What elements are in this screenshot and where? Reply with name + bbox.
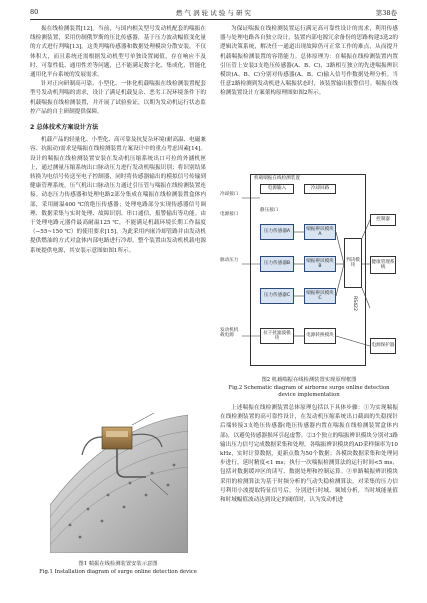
figure-2-caption bbox=[220, 377, 398, 400]
volume-label: 第38卷 bbox=[375, 9, 397, 17]
power-conversion-module: 电源转换模块 bbox=[304, 328, 336, 344]
right-column-top bbox=[220, 25, 398, 99]
right-paragraph-1: 为保证喘振在线检测装置运行满足高可靠性设计的需求，利用传感器与处理电路各自独立设计，装置内部电源冗余备份的思路构建3选2的逻辑决策系统，解决任一通道出现故障仍可正常工作的难点，从而提升机载喘振检测装置的容错能力。总体原理为：在喘振在线检测装置内置引压管上安装3支绝压传感器(A、B、C)，3路相互独立的先进喘振辨识模块(A、B、C)分别对传感器(A、B、C)输入信号作数据处理分析。当任意2路检测到发动机进入喘振状态时，该装置输出报警信号。喘振在线检测装置设计方案架构原理图如图2所示。 bbox=[220, 26, 398, 97]
figure-2-caption-en: Fig.2 Schematic diagram of airborne surge online detection device implementation bbox=[228, 384, 390, 399]
filter-module: 抗干扰滤波模块 bbox=[260, 328, 294, 344]
surge-module-a: 喘振辨识模块A bbox=[304, 224, 336, 240]
cooling-circuit-box: 冷却回路 bbox=[304, 184, 336, 194]
section-title: 2 总体技术方案设计方法 bbox=[30, 124, 99, 132]
figure-2-block-diagram bbox=[220, 168, 398, 372]
rs422-label: RS422 bbox=[352, 296, 357, 311]
power-protector-box: 电源保护器 bbox=[370, 338, 396, 354]
figure-1-caption bbox=[30, 561, 206, 576]
right-column-bottom bbox=[220, 404, 398, 505]
header-rule bbox=[30, 19, 397, 20]
cooling-port-label: 冷却接口 bbox=[220, 192, 239, 197]
power-input-box: 电源输入 bbox=[260, 184, 294, 194]
static-port-label: 静压接口 bbox=[260, 208, 279, 213]
health-management-box: 健康管理系统 bbox=[370, 256, 396, 274]
pressure-sensor-b: 压力传感器B bbox=[260, 256, 294, 272]
pressure-sensor-a: 压力传感器A bbox=[260, 224, 294, 240]
surge-module-c: 喘振辨识模块C bbox=[304, 288, 336, 304]
page-number: 80 bbox=[30, 8, 39, 16]
vote-module: 判决模块 bbox=[344, 238, 362, 288]
left-column bbox=[30, 25, 206, 256]
device-title: 机载喘振在线检测装置 bbox=[254, 176, 300, 181]
pulse-pressure-label: 脉动压力 bbox=[220, 258, 239, 263]
figure-1-caption-cn: 图1 喘振在线检测装置安装示意图 bbox=[78, 561, 158, 567]
left-paragraph-3: 机载产品的轻量化、小型化、高可靠及抗复杂环境(耐高温、电磁兼容、抗振动)需求是喘振在线检测装置方案设计中的重点考虑因素[14]。设计的喘振在线检测装置安装在发动机压缩系统出口可拉的外涵机匣上，通过测量压缩系统出口脉动压力进行发动机喘振识别；将识别结果转换为电信号传送至电子控制器，同时将传感器输出的模拟信号传输到健康管理系统。压气机出口脉动压力通过引压管与喘振在线检测装置连接。动态压力传感器和处理电路2部分集成在喘振在线检测装置盒体内部，采用耐温400 ℃的绝压传感器；处理电路部分实现传感器信号调理、数据采集与实时处理、故障识别、串口通信、报警输出等功能。由于处理电路元器件最高耐温125 ℃，不能满足机载环境长期工作温度（−55~150 ℃）的使用要求[15]，为此采用内嵌冷却管路并由发动机提供燃油的方式对盒体内部电路进行冷却。整个装置由发动机机载电源系统提供电源，其安装示意图如图1所示。 bbox=[30, 137, 206, 254]
surge-module-b: 喘振辨识模块B bbox=[304, 256, 336, 272]
power-port-label: 电源接口 bbox=[220, 212, 239, 217]
engine-power-label: 发动机机载电源 bbox=[220, 328, 239, 338]
figure-2-caption-cn: 图2 机载喘振在线检测装置实现原理框图 bbox=[261, 377, 357, 383]
right-paragraph-2: 上述喘振在线检测装置总体原理包括以下具体步骤：①为实现喘振在线检测装置的高可靠性设计，在发动机压缩系统出口截面的失稳探针后端转接3支绝压传感器(绝压传感器内置在喘振在线检测装置盒体内部)，以避免传感器损坏引起虚警。②3个独立的喘振辨识模块分别对3路输出压力信号完成数据采集和处理，各喘振辨识模块的AD采样频率为10 kHz，实时计算数据，更新点数为50个数据；各模块数据采集和处理同步进行，延时精度<1 ms；执行一次喘振检测算法的运行时间<5 ms，包括对数据缓冲区的读写、数据处理和控制运算。③单路喘振辨识模块采用的检测算法为基于时频分析的气动失稳检测算法，对采集的压力信号利用小波提取特征信号后，分别进行时域、频域分析，当时域能量值和时域幅值波动达到设定的阈值时，认为发动机进 bbox=[220, 405, 398, 504]
left-paragraph-2: 针对正向研制高可靠、小型化、一体化机载喘振在线检测装置配套型号发动机判喘的需求，设计了满足机载复杂、恶劣工况环境条件下的机载喘振在线检测装置，并开展了试验验证，以期为发动机运行状态监控产品的自主研制提供保障。 bbox=[30, 81, 206, 115]
controller-box: 控制器 bbox=[370, 214, 396, 226]
left-paragraph-1: 振在线检测装置[12]。当前，与国内相关型号发动机配套的喘振在线检测装置，采用仿制俄罗斯的压比传感器，基于压力波动幅值变化量的方式进行判喘[13]。这类判喘传感器和数据处理模块分散安装，不仅体积大，而且系统还需根据发动机型号单独设置阈值，存在响应不及时、可靠性低、通用性差等问题，已不能满足数字化、集成化、智能化通用化平台系统的发展需求。 bbox=[30, 26, 206, 79]
figure-1-caption-en: Fig.1 Installation diagram of surge online detection device bbox=[39, 568, 197, 575]
pressure-sensor-c: 压力传感器C bbox=[260, 288, 294, 304]
journal-title: 燃 气 涡 轮 试 验 与 研 究 bbox=[175, 9, 252, 17]
engine-casing-drawing bbox=[50, 385, 188, 553]
figure-1-illustration bbox=[50, 385, 188, 553]
